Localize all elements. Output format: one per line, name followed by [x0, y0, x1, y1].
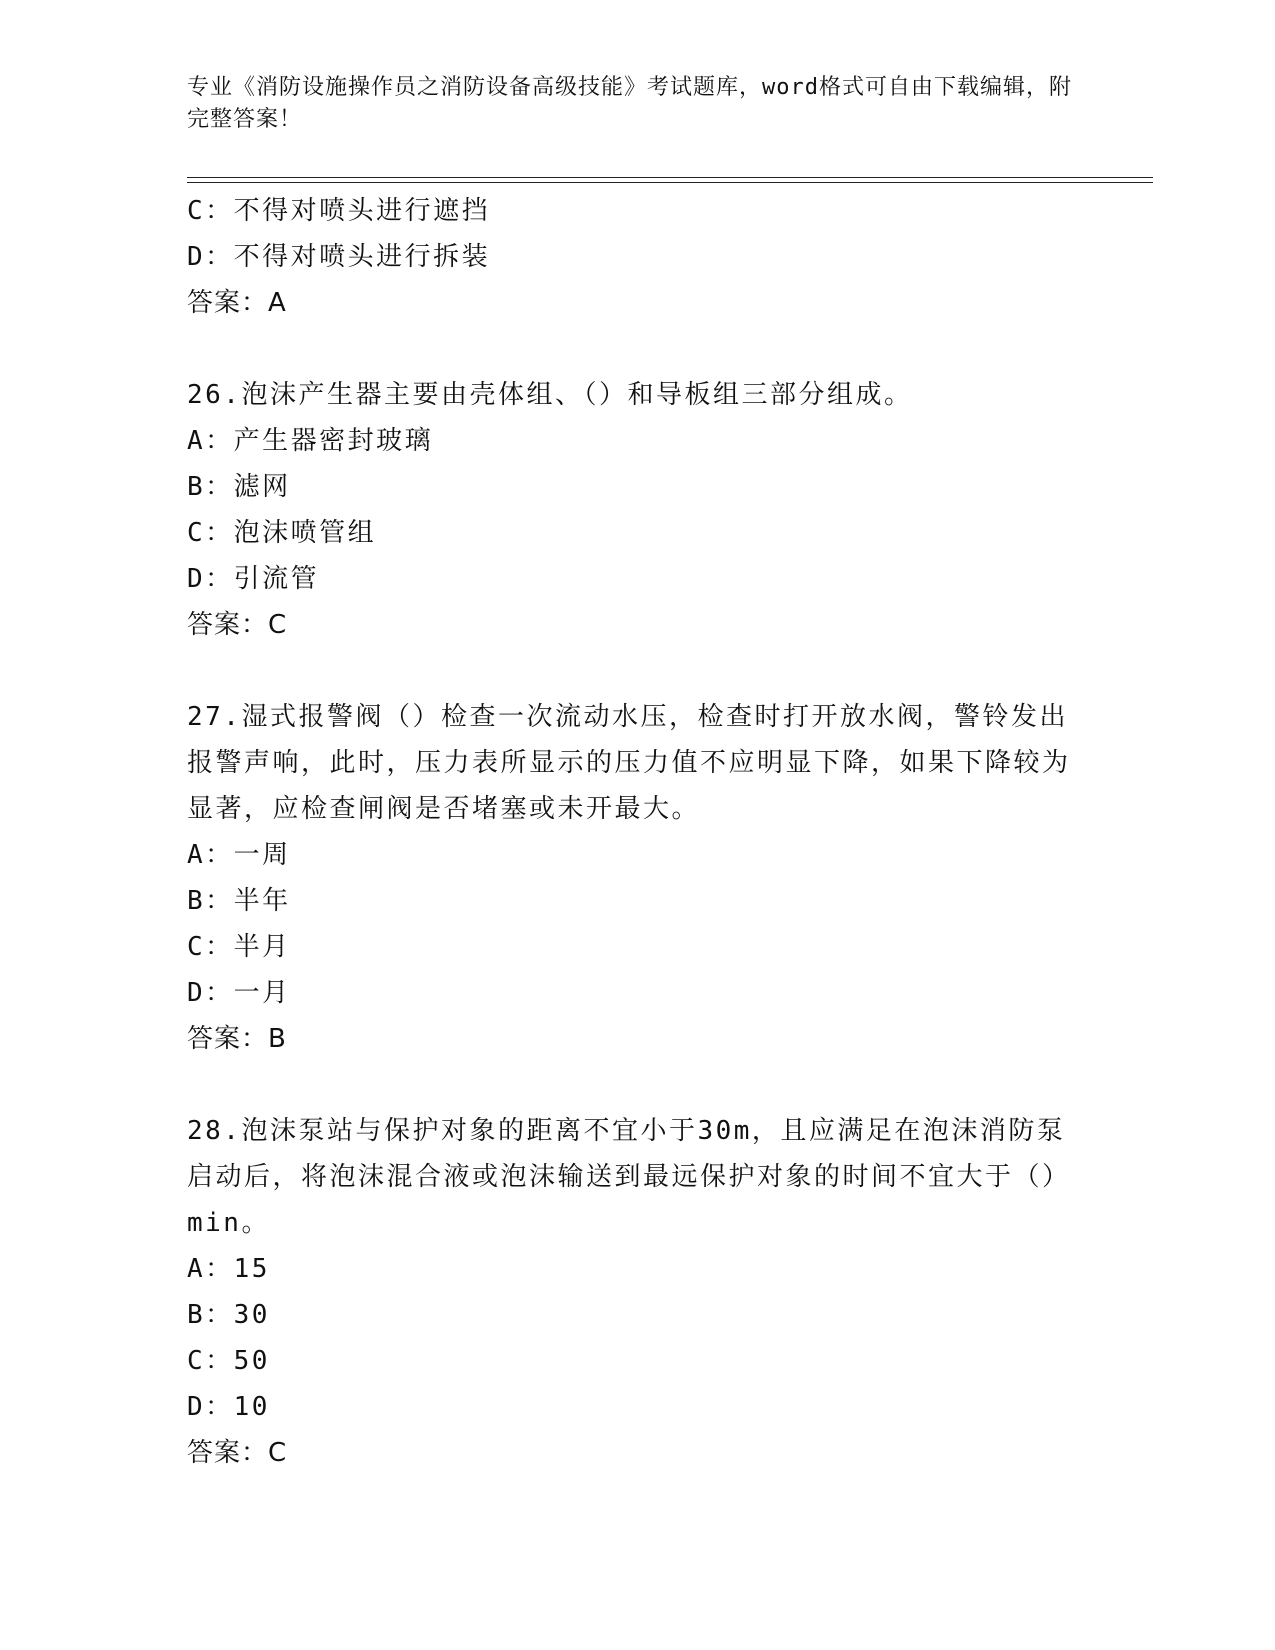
question-27 [187, 694, 1087, 1062]
option-c: C：半月 [187, 932, 291, 962]
spacer [187, 326, 1087, 372]
question-number: 26. [187, 380, 242, 410]
option-c: C：不得对喷头进行遮挡 [187, 196, 491, 226]
question-content [187, 188, 1087, 1476]
option-b: B：半年 [187, 886, 291, 916]
answer: 答案：C [187, 610, 288, 640]
header-rule-bottom [187, 182, 1153, 183]
question-28 [187, 1108, 1087, 1476]
spacer [187, 648, 1087, 694]
option-d: D：不得对喷头进行拆装 [187, 242, 491, 272]
header-rule-top [187, 177, 1153, 178]
answer: 答案：B [187, 1024, 287, 1054]
option-d: D：一月 [187, 978, 291, 1008]
option-a: A：15 [187, 1254, 270, 1284]
question-stem [187, 1108, 1087, 1246]
question-text: 泡沫泵站与保护对象的距离不宜小于30m，且应满足在泡沫消防泵启动后，将泡沫混合液或泡沫输送到最远保护对象的时间不宜大于（）min。 [187, 1116, 1071, 1238]
question-stem [187, 694, 1087, 832]
option-a: A：一周 [187, 840, 291, 870]
question-number: 27. [187, 702, 242, 732]
answer: 答案：C [187, 1438, 288, 1468]
spacer [187, 1062, 1087, 1108]
option-d: D：10 [187, 1392, 270, 1422]
option-b: B：30 [187, 1300, 270, 1330]
question-stem [187, 372, 1087, 418]
question-number: 28. [187, 1116, 242, 1146]
option-d: D：引流管 [187, 564, 320, 594]
question-26 [187, 372, 1087, 648]
option-a: A：产生器密封玻璃 [187, 426, 434, 456]
answer: 答案：A [187, 288, 287, 318]
option-c: C：50 [187, 1346, 270, 1376]
question-text: 湿式报警阀（）检查一次流动水压，检查时打开放水阀，警铃发出报警声响，此时，压力表所显示的压力值不应明显下降，如果下降较为显著，应检查闸阀是否堵塞或未开最大。 [187, 702, 1071, 824]
option-b: B：滤网 [187, 472, 291, 502]
option-c: C：泡沫喷管组 [187, 518, 377, 548]
document-header: 专业《消防设施操作员之消防设备高级技能》考试题库，word格式可自由下载编辑，附完整答案！ [187, 75, 1072, 132]
question-text: 泡沫产生器主要由壳体组、（）和导板组三部分组成。 [241, 380, 913, 410]
continued-question [187, 188, 1087, 326]
